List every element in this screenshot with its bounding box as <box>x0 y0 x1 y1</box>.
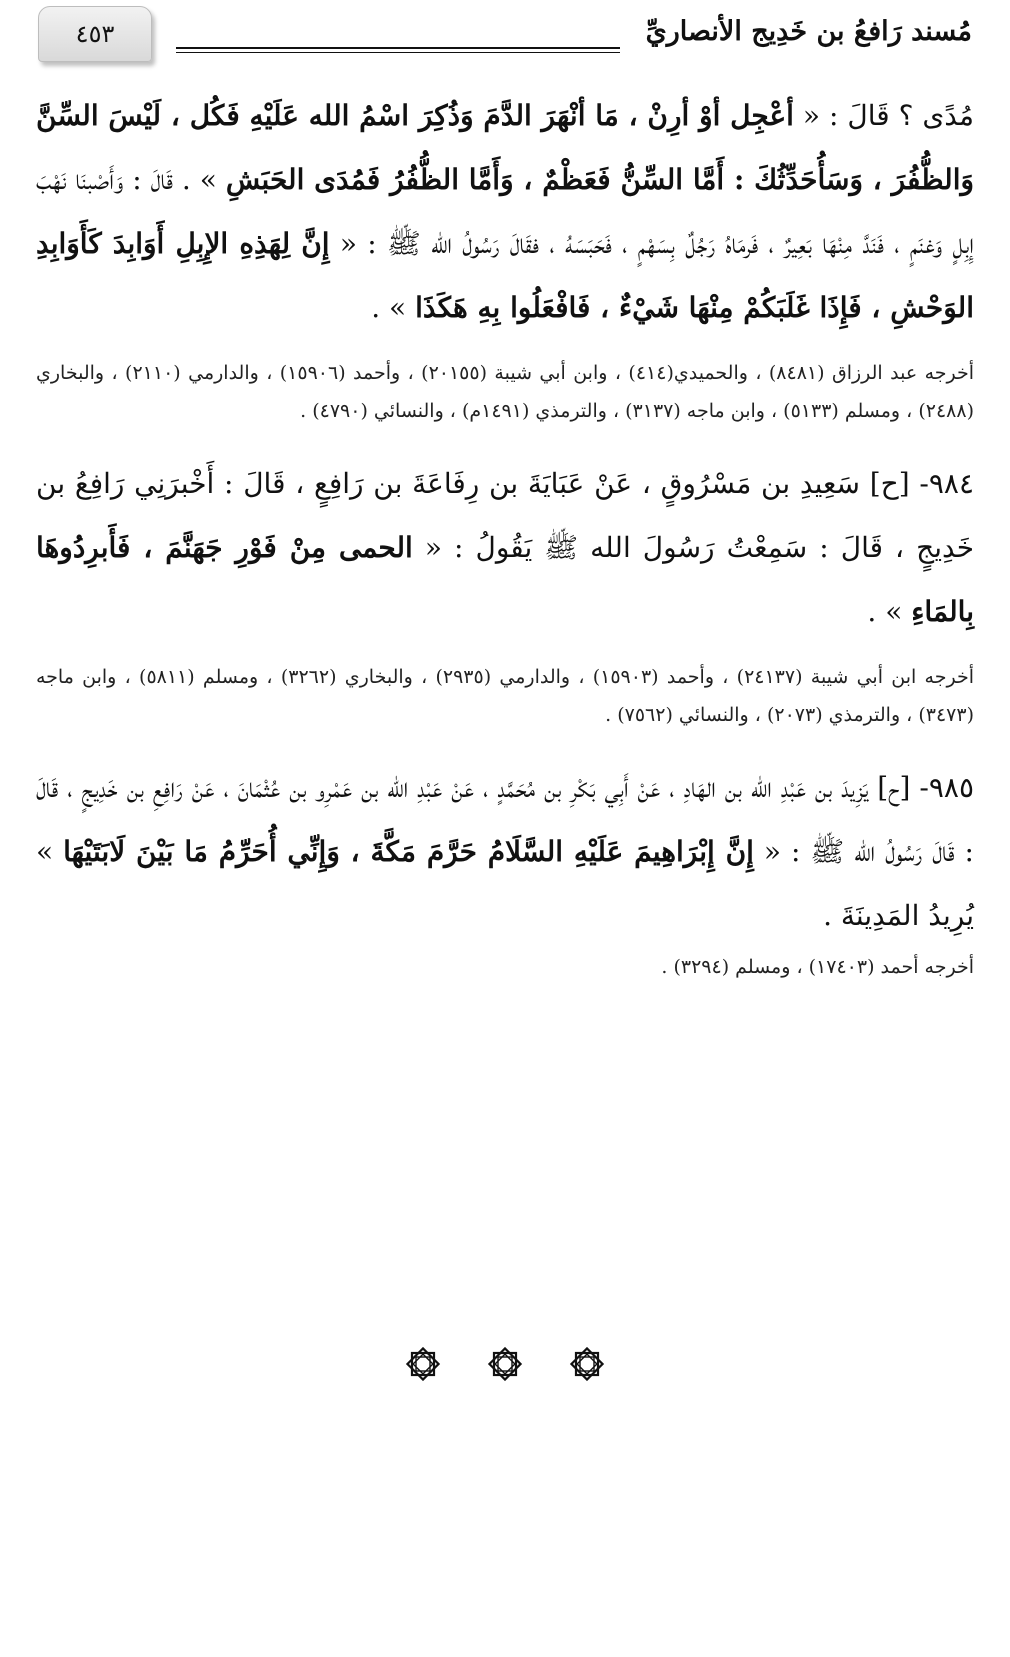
takhrij-note: أخرجه ابن أبي شيبة (٢٤١٣٧) ، وأحمد (١٥٩٠٣) ، والدارمي (٢٩٣٥) ، والبخاري (٣٢٦٢) ، ومسلم (٥٨١١) ، وابن ماجه (٣٤٧٣) ، والترمذي (٢٠٧٣) ، والنسائي (٧٥٦٢) . <box>36 666 974 726</box>
hadith-984 <box>36 452 974 644</box>
section-ornaments <box>0 1344 1010 1384</box>
prophetic-saying: الحمى مِنْ فَوْرِ جَهَنَّمَ ، فَأَبرِدُوهَا بِالمَاءِ <box>36 531 974 628</box>
prophetic-saying: إِنَّ لِهَذِهِ الإِبِلِ أَوَابِدَ كَأَوَابِدِ الوَحْشِ ، فَإِذَا غَلَبَكُمْ مِنْهَا شَيْءٌ ، فَافْعَلُوا بِهِ هَكَذَا <box>36 227 974 324</box>
page-content <box>36 84 974 986</box>
prophetic-saying: إِنَّ إِبْرَاهِيمَ عَلَيْهِ السَّلَامُ حَرَّمَ مَكَّةَ ، وَإِنِّي أُحَرِّمُ مَا بَيْنَ لَابَتَيْهَا <box>63 835 754 868</box>
page-number-tab <box>38 6 152 62</box>
eight-point-star-icon <box>485 1344 525 1384</box>
narration-text: ٩٨٤- [ح] سَعِيدِ بن مَسْرُوقٍ ، عَنْ عَبَايَةَ بن رِفَاعَةَ بن رَافِعٍ ، قَالَ : أَخْبرَنِي رَافِعُ بن خَدِيجٍ ، قَالَ : سَمِعْتُ رَسُولَ الله ﷺ يَقُولُ : « <box>36 467 974 564</box>
narration-text: » . <box>867 595 903 628</box>
page-header <box>38 6 972 66</box>
narration-text: » يُرِيدُ المَدِينَةَ . <box>36 835 974 932</box>
header-rule <box>176 47 620 53</box>
narration-text: » . قَالَ : وَأَصْبنَا نَهْبَ إِبِلٍ وَغنَمٍ ، فَنَدَّ مِنْهَا بَعِيرٌ ، فَرمَاهُ رَجُلٌ بِسَهْمٍ ، فَحَبَسَهُ ، فقَالَ رَسُولُ الله ﷺ : « <box>36 163 975 260</box>
takhrij-note: أخرجه أحمد (١٧٤٠٣) ، ومسلم (٣٢٩٤) . <box>661 956 974 978</box>
eight-point-star-icon <box>567 1344 607 1384</box>
hadith-text-continued <box>36 84 974 340</box>
eight-point-star-icon <box>403 1344 443 1384</box>
hadith-985 <box>36 756 974 948</box>
page-number: ٤٥٣ <box>75 20 115 48</box>
running-title: مُسند رَافعُ بن خَدِيج الأنصاريِّ <box>645 16 972 47</box>
narration-text: ٩٨٥- [ح] يَزِيدَ بن عَبْدِ الله بن الهَادِ ، عَنْ أَبِي بَكْرِ بن مُحَمَّدٍ ، عَنْ عَبْدِ الله بن عَمْرِو بن عُثْمَانَ ، عَنْ رَافِعِ بن خَدِيجٍ ، قَالَ : قَالَ رَسُولُ الله ﷺ : « <box>36 771 974 868</box>
prophetic-saying: أعْجِل أوْ أرِنْ ، مَا أنْهَرَ الدَّمَ وَذُكِرَ اسْمُ الله عَلَيْهِ فَكُل ، لَيْسَ السِّنَّ وَالظُّفُرَ ، وَسَأُحَدِّثُكَ : أَمَّا السِّنُّ فَعَظْمٌ ، وَأَمَّا الظُّفُرُ فَمُدَى الحَبَشِ <box>36 99 974 196</box>
takhrij-note: أخرجه عبد الرزاق (٨٤٨١) ، والحميدي(٤١٤) ، وابن أبي شيبة (٢٠١٥٥) ، وأحمد (١٥٩٠٦) ، والدارمي (٢١١٠) ، والبخاري (٢٤٨٨) ، ومسلم (٥١٣٣) ، وابن ماجه (٣١٣٧) ، والترمذي (١٤٩١م) ، والنسائي (٤٧٩٠) . <box>36 362 975 422</box>
narration-text: مُدًى ؟ قَالَ : « <box>802 99 974 132</box>
narration-text: » . <box>371 291 407 324</box>
